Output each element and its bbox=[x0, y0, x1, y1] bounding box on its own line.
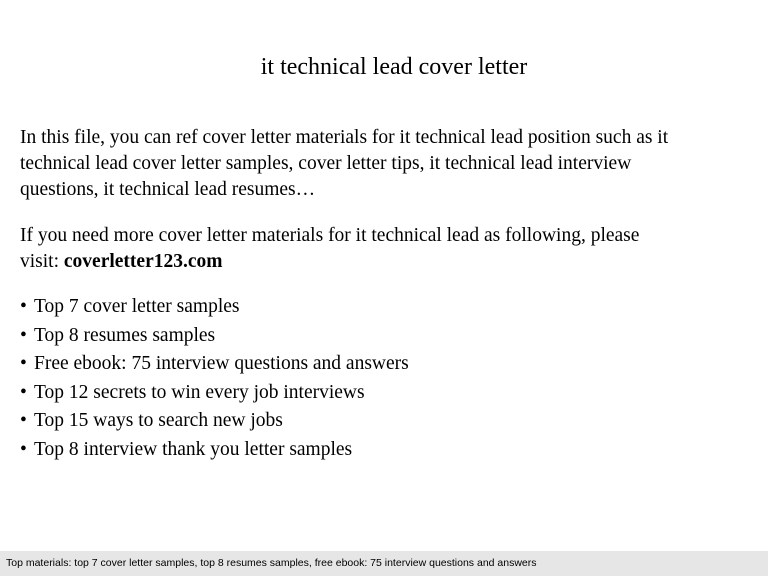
list-item-label: Top 7 cover letter samples bbox=[34, 296, 240, 317]
footer-text: Top materials: top 7 cover letter samples, top 8 resumes samples, free ebook: 75 interview questions and answers bbox=[6, 557, 537, 569]
intro-paragraph bbox=[20, 125, 750, 203]
visit-prefix: visit: bbox=[20, 251, 64, 272]
list-item-label: Top 8 resumes samples bbox=[34, 324, 216, 346]
slide-body bbox=[20, 125, 750, 464]
site-link[interactable]: coverletter123.com bbox=[63, 251, 223, 272]
list-item bbox=[20, 379, 750, 408]
visit-paragraph bbox=[20, 223, 750, 275]
list-item bbox=[20, 407, 750, 436]
list-item bbox=[20, 322, 750, 351]
bullet-icon: • bbox=[20, 410, 27, 431]
visit-line: If you need more cover letter materials for it technical lead as following, please bbox=[20, 225, 640, 246]
materials-list bbox=[20, 293, 750, 464]
intro-line: technical lead cover letter samples, cover letter tips, it technical lead interview bbox=[20, 153, 632, 174]
page-title: it technical lead cover letter bbox=[260, 54, 528, 80]
list-item-label: Free ebook: 75 interview questions and answers bbox=[34, 353, 409, 374]
list-item bbox=[20, 293, 750, 322]
intro-line: In this file, you can ref cover letter materials for it technical lead position such as it bbox=[20, 127, 669, 148]
list-item-label: Top 12 secrets to win every job interviews bbox=[34, 381, 365, 403]
list-item bbox=[20, 436, 750, 465]
list-item bbox=[20, 350, 750, 379]
bullet-icon: • bbox=[20, 438, 27, 460]
bullet-icon: • bbox=[20, 381, 27, 403]
bullet-icon: • bbox=[20, 353, 27, 374]
bullet-icon: • bbox=[20, 296, 27, 317]
footer-bar bbox=[0, 551, 768, 576]
intro-line: questions, it technical lead resumes… bbox=[20, 179, 316, 200]
bullet-icon: • bbox=[20, 324, 27, 346]
visit-line bbox=[20, 249, 750, 275]
list-item-label: Top 8 interview thank you letter samples bbox=[34, 438, 353, 460]
list-item-label: Top 15 ways to search new jobs bbox=[34, 410, 283, 431]
